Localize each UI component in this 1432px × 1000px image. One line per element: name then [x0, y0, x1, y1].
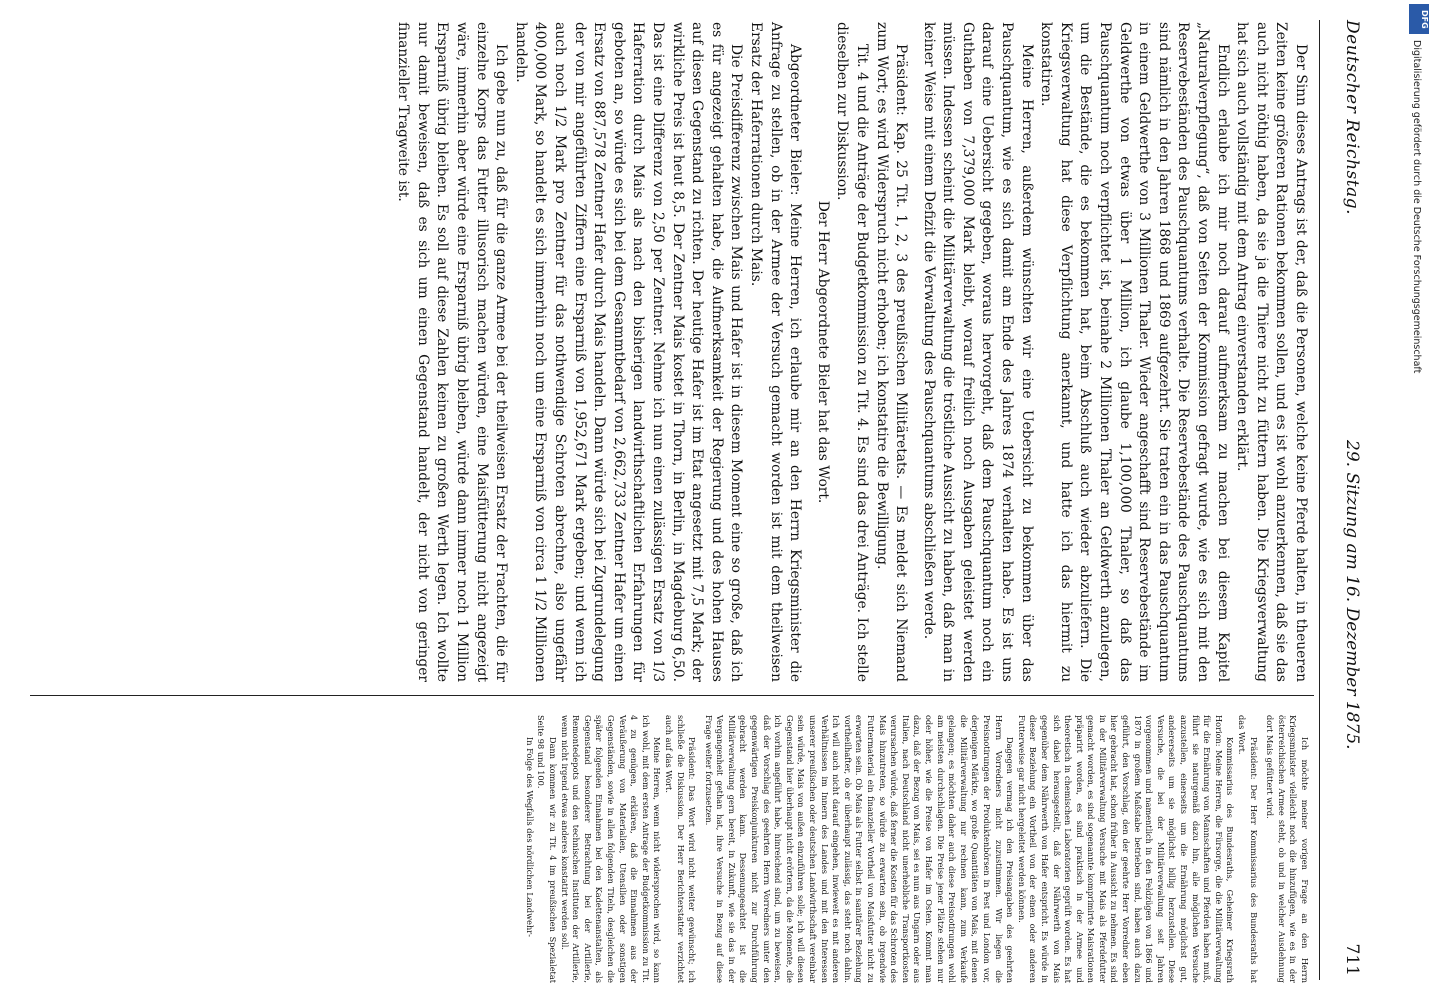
paragraph: Dagegen vermag ich den Preisangaben des geehrten Herrn Vorredners nicht zuzustimmen. Wir liegen die Preisnotirungen der Produktenbörsen in Pest und London vor, derjenigen Märkte, wo große Quantitäten von Mais, mit denen die Militärverwaltung nur rechnen kann, zum Verkaufe gelangen; es möchten daher auch diese Preisnotirungen wohl am meisten durchschlagen. Die Preise jener Plätze stehen nur oder höher, wie die Preise von Hafer im Osten. Kommt man dazu, daß der Bezug von Mais, sei es nun aus Ungarn oder aus Italien, nach Deutschland nicht unerhebliche Transportkosten verursachen würde, daß ferner die Kosten für das Schroten des Mais hinzutreten, so würde zu erwarten sein, ob irgendwie Futtermaterial ein finanzieller Vortheil von Maisfutter nicht zu erwarten sein. Ob Mais als Futter selbst in sanitärer Beziehung vortheilhafter, ob er überhaupt zulässig, das steht noch dahin. Ich will auch nicht darauf eingehen, inwieweit es mit anderen Verhältnissen im Innern des Landes und mit den Interessen unserer preußischen oder deutschen Landwirthschaft vereinbar sein würde, Mais von außen einzuführen solle; ich will diesen Gegenstand hier überhaupt nicht erörtern, da die Momente, die ich vorhin angeführt habe, hinreichend sind, um zu beweisen, daß der Vorschlag des geehrten Herrn Vorredners unter den gegenwärtigen Preiskonjunkturen nicht zur Durchführung gebracht werden kann. Dessenungeachtet ist die Militärverwaltung gern bereit, in Zukunft, wie sie das in der Vergangenheit gethan hat, ihre Versuche in Bezug auf diese Frage weiter fortzusetzen.: [703, 715, 1016, 983]
paragraph: Kommissarius des Bundesraths, Geheimer Kriegsrath Horion: Meine Herren, die Fürsorge, die die Militärverwaltung für die Ernährung von Mannschaften und Pferden haben muß, führt sie naturgemäß dazu hin, alle möglichen Versuche anzustellen, einerseits um die Ernährung möglichst gut, andererseits um sie möglichst billig herzustellen. Diese Versuche, die bei der Militärverwaltung seit Jahren vorgenommen und namentlich in den Feldzügen von 1866 und 1870 in großem Maßstabe betrieben sind, haben auch dazu geführt, den Vorschlag, den der geehrte Herr Vorredner eben hier gebracht hat, schon früher in Aussicht zu nehmen. Es sind in der Militärverwaltung Versuche mit Mais als Pferdefutter gemacht worden, es sind sogenannte komprimirte Maisrationen präparirt worden, es sind praktisch in der Armee und theoretisch in chemischen Laboratorien geprüft worden. Es hat sich dabei herausgestellt, daß der Nährwerth von Mais gegenüber dem Nährwerth von Hafer entspricht. Es würde in dieser Beziehung ein Vortheil von der einen oder anderen Futterweise gar nicht hergeleitet werden können.: [1016, 715, 1236, 983]
page-header: [1320, 0, 1380, 1000]
right-column: [30, 715, 1310, 983]
credit-text: Digitalisierung gefördert durch die Deutsche Forschungsgemeinschaft: [1411, 40, 1422, 374]
paragraph: Dann kommen wir zu Tit. 4 im preußischen Spezialetat Seite 98 und 100.: [536, 715, 558, 983]
paragraph: Präsident: Kap. 25 Tit. 1, 2, 3 des preußischen Militäretats. — Es meldet sich Niemand zum Wort; es wird Widerspruch nicht erhoben; ich konstatire die Bewilligung.: [873, 22, 910, 682]
page-number: 711: [1342, 943, 1362, 976]
paragraph: Meine Herren, wenn nicht widersprochen wird, so kann ich wohl, mit dem ersten Antrage der Budgetkommission zu Tit. 4 zu genügen, erklären, daß die Einnahmen aus der Veräußerung von Materialien, Utensilien oder sonstigen Gegenständen, sowie in allen folgenden Titeln, desgleichen die später folgenden Einnahmen bei den Kadettenanstalten, als Gegenstand besonderer Betrachtung bei der Artillerie, Remontedepots und den technischen Instituten der Artillerie, wenn nicht irgend etwas anderes konstatirt werden soll.: [559, 715, 663, 983]
paragraph: Endlich erlaube ich mir noch darauf aufmerksam zu machen bei diesem Kapitel „Naturalverpflegung“, daß von Seiten der Kommission gefragt wurde, wie es sich mit den Reservebeständen des Pauschquantums verhalte. Die Reservebestände des Pauschquantums sind nämlich in den Jahren 1868 und 1869 aufgezehrt. Sie traten ein in das Pauschquantum in einem Geldwerthe von 3 Millionen Thaler. Wieder angeschafft sind Reservebestände im Geldwerthe von etwas über 1 Million, ich glaube 1,100,000 Thaler, so daß das Pauschquantum noch verpflichtet ist, beinahe 2 Millionen Thaler an Geldwerth anzulegen, um die Bestände, die es bekommen hat, beim Abschluß auch wieder abzuliefern. Die Kriegsverwaltung hat diese Verpflichtung anerkannt, und hatte ich das hiermit zu konstatiren.: [1038, 22, 1231, 682]
paragraph: Abgeordneter Bieler: Meine Herren, ich erlaube mir an den Herrn Kriegsminister die Anfrage zu stellen, ob in der Armee der Versuch gemacht worden ist mit dem theilweisen Ersatz der Haferrationen durch Mais.: [747, 22, 804, 682]
dfg-logo: DFG: [1409, 4, 1429, 34]
header-title: Deutscher Reichstag.: [1342, 20, 1362, 215]
paragraph: Ich möchte meiner vorigen Frage an den Herrn Kriegsminister vielleicht noch die hinzufügen, wie es in der österreichischen Armee steht, ob und in welcher Ausdehnung dort Mais gefüttert wird.: [1265, 715, 1310, 983]
paragraph: Meine Herren, außerdem wünschten wir eine Uebersicht zu bekommen über das Pauschquantum, wie es sich damit am Ende des Jahres 1874 verhalten habe. Es ist uns darauf eine Uebersicht gegeben, woraus hervorgeht, daß dem Pauschquantum noch ein Guthaben von 7,379,000 Mark bleibt, worauf freilich noch Ausgaben geleistet werden müssen. Indessen scheint die Militärverwaltung die tröstliche Aussicht zu haben, daß man in keiner Weise mit einem Defizit die Verwaltung des Pauschquantums abschließen werde.: [920, 22, 1035, 682]
paragraph: In Folge des Wegfalls des nördlichen Landwehr-: [524, 737, 535, 937]
credit-strip: [1406, 0, 1432, 1000]
paragraph: Präsident: Das Wort wird nicht weiter gewünscht; ich schließe die Diskussion. Der Herr Berichterstatter verzichtet auch auf das Wort.: [663, 715, 698, 983]
paragraph: Ich gebe nun zu, daß für die ganze Armee bei der theilweisen Ersatz der Frachten, die für einzelne Korps das Futter illusorisch machen würden, eine Maisfütterung nicht angezeigt wäre, immerhin aber würde eine Ersparniß übrig bleiben, würde dann immer noch 1 Million Ersparniß übrig bleiben. Es soll auf diese Zahlen keinen zu großen Werth legen. Ich wollte nur damit beweisen, daß es sich um einen Gegenstand handelt, der nicht von geringer finanzieller Tragweite ist.: [395, 22, 510, 682]
left-column: [30, 22, 1310, 682]
paragraph: Der Herr Abgeordnete Bieler hat das Wort.: [814, 200, 831, 504]
paragraph: Tit. 4 und die Anträge der Budgetkommission zu Tit. 4. Es sind das drei Anträge. Ich stelle dieselben zur Diskussion.: [834, 22, 870, 682]
paragraph: Der Sinn dieses Antrags ist der, daß die Personen, welche keine Pferde halten, in theueren Zeiten keine größeren Rationen bekommen sollen, und es ist wohl anzuerkennen, daß sie das auch nicht nöthig haben, da sie ja die Thiere nicht zu füttern haben. Die Kriegsverwaltung hat sich auch vollständig mit dem Antrag einverstanden erklärt.: [1234, 22, 1309, 682]
header-rule: [1319, 20, 1320, 980]
paragraph: Die Preisdifferenz zwischen Mais und Hafer ist in diesem Moment eine so große, daß ich es für angezeigt gehalten habe, die Aufmerksamkeit der Regierung und des hohen Hauses auf diesen Gegenstand zu richten. Der heutige Hafer ist im Etat angesetzt mit 7,5 Mark; der wirkliche Preis ist heut 8,5. Der Zentner Mais kostet in Thorn, in Berlin, in Magdeburg 6,50. Das ist eine Differenz von 2,50 per Zentner. Nehme ich nun einen zulässigen Ersatz von 1/3 Haferration durch Mais als nach den bisherigen landwirthschaftlichen Erfahrungen für geboten an, so würde es sich bei dem Gesammtbedarf von 2,662,733 Zentner Hafer um einen Ersatz von 887,578 Zentner Hafer durch Mais handeln. Dann würde sich bei Zugrundelegung der von mir angeführten Ziffern eine Ersparniß von 1,952,671 Mark ergeben; und wenn ich auch noch 1/2 Mark pro Zentner für das nothwendige Schroten abrechne, also ungefähr 400,000 Mark, so handelt es sich immerhin noch um eine Ersparniß von circa 1 1/2 Millionen handeln.: [512, 22, 745, 682]
header-session: 29. Sitzung am 16. Dezember 1875.: [1342, 440, 1362, 750]
paragraph: Präsident: Der Herr Kommissarius des Bundesraths hat das Wort.: [1237, 715, 1259, 983]
column-divider: [30, 695, 1314, 696]
